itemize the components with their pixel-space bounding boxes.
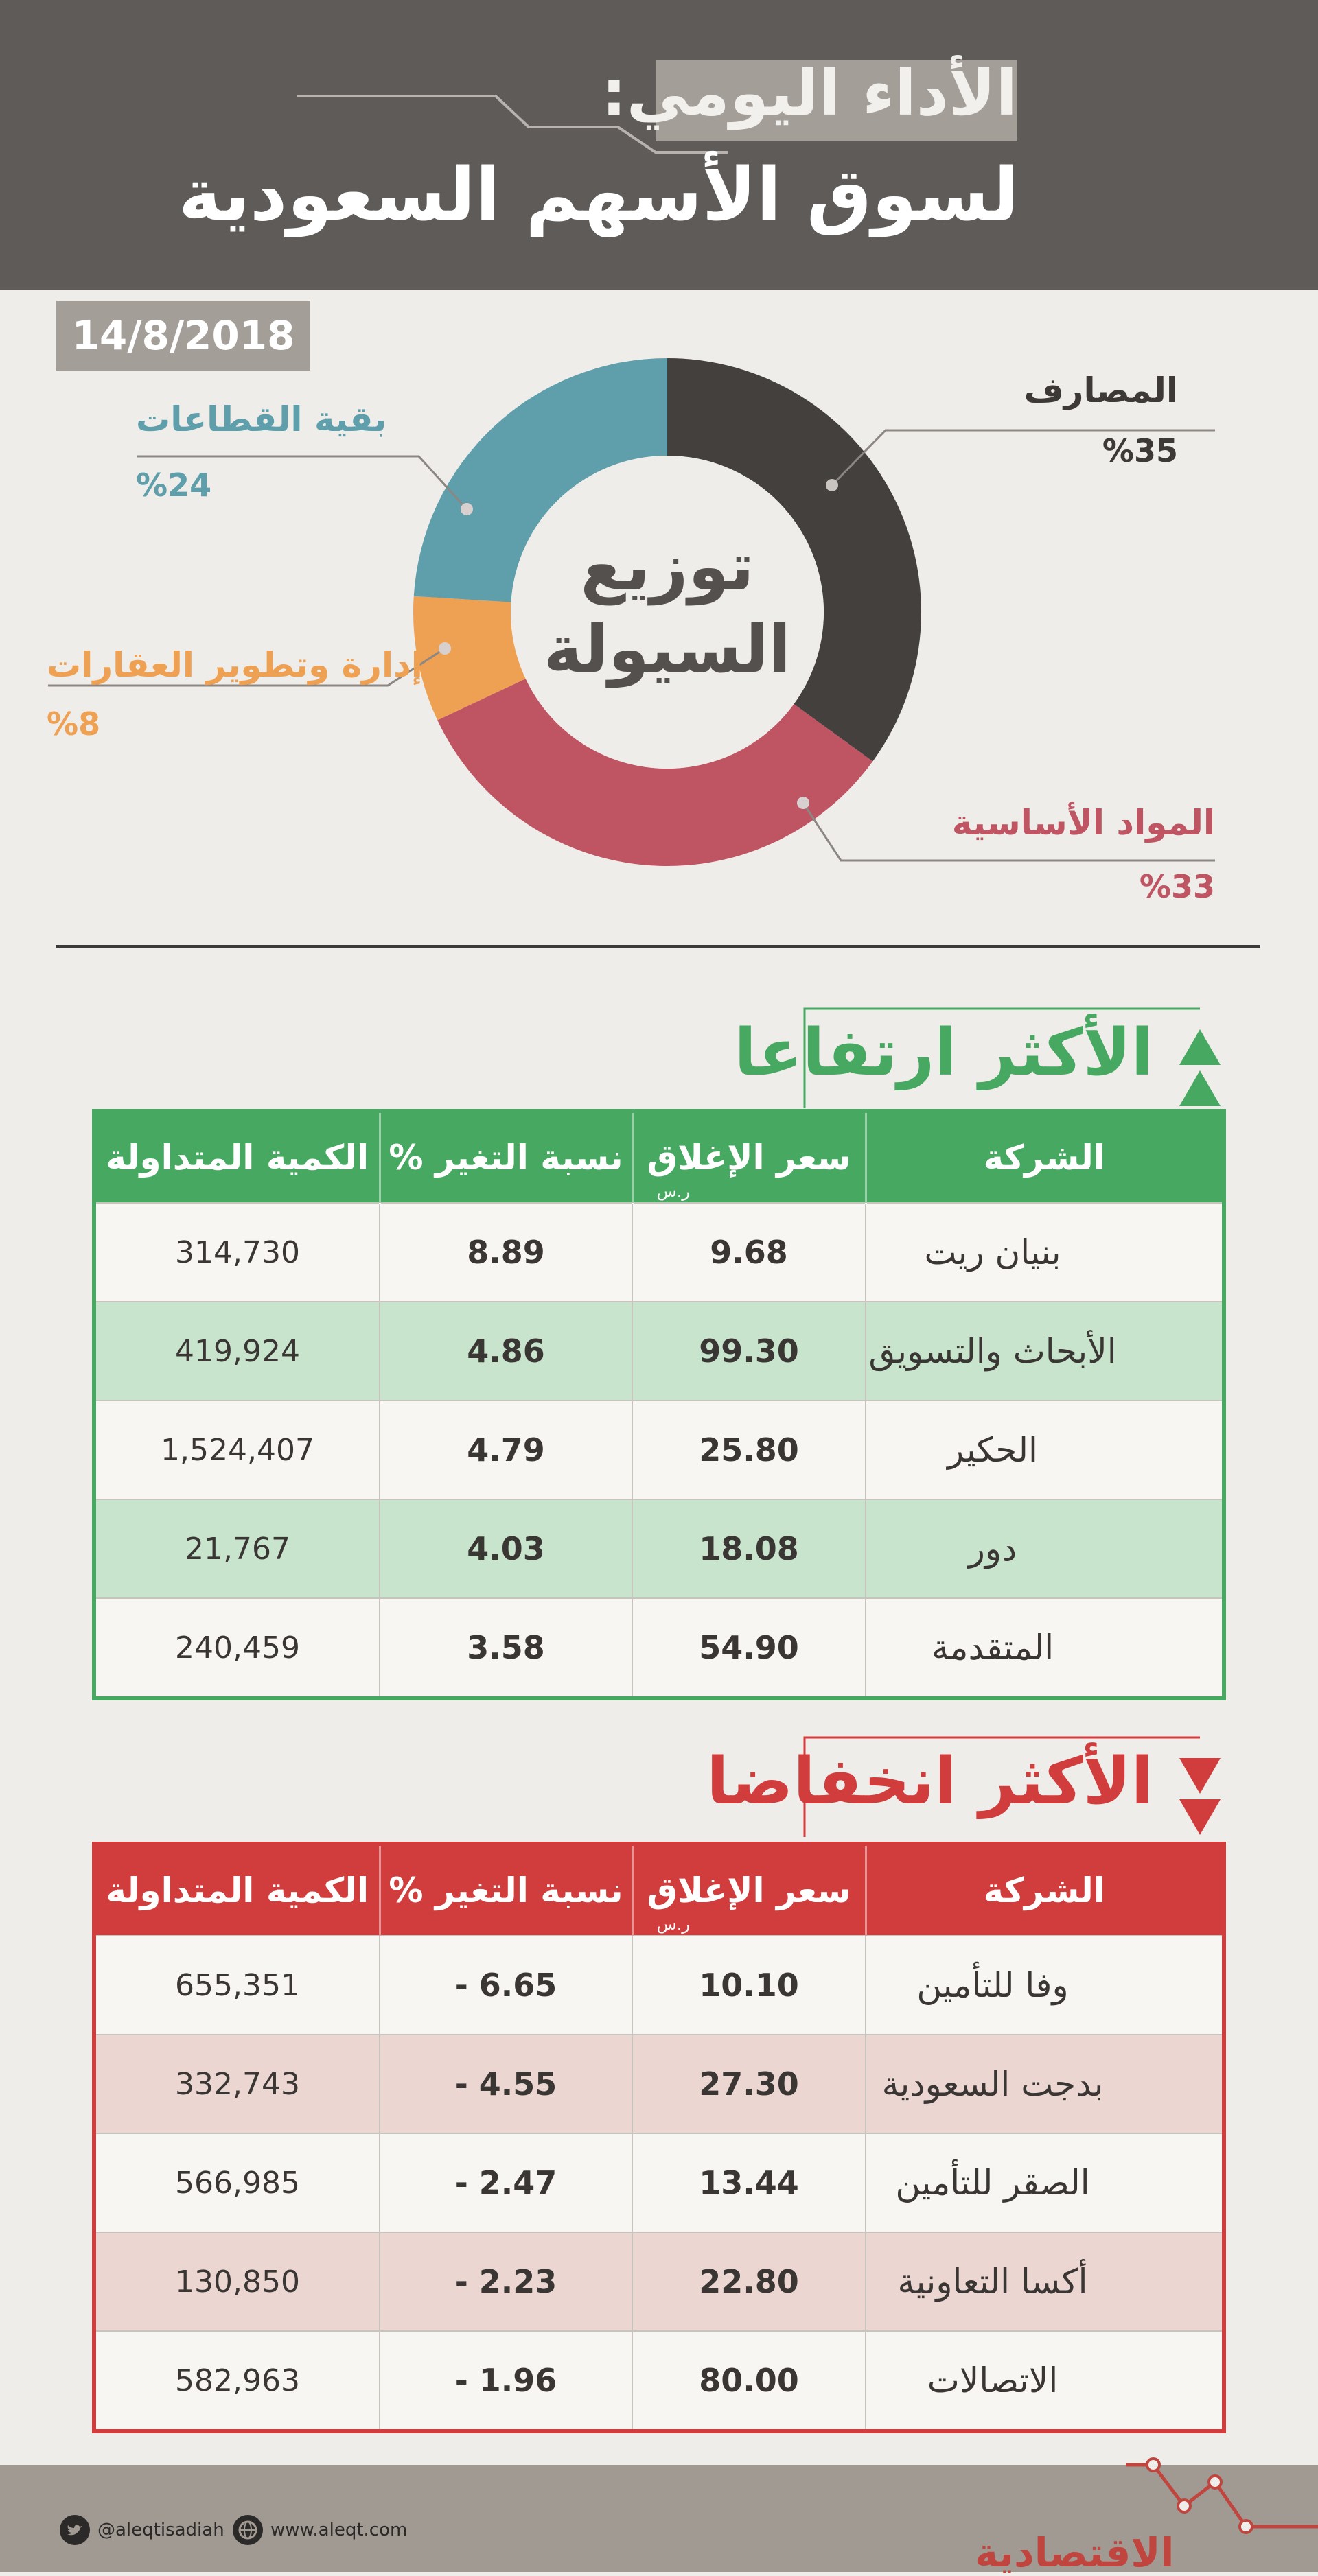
down-arrow-icon <box>1179 1758 1221 1794</box>
report-date: 14/8/2018 <box>71 312 295 359</box>
cell-volume: 332,743 <box>94 2035 380 2133</box>
cell-company: الاتصالات <box>866 2331 1224 2431</box>
cell-company: بدجت السعودية <box>866 2035 1224 2133</box>
cell-change: 6.65 - <box>380 1936 632 2035</box>
cell-company: المتقدمة <box>866 1598 1224 1698</box>
cell-change: 2.47 - <box>380 2133 632 2232</box>
cell-change: 4.03 <box>380 1499 632 1598</box>
cell-close: 80.00 <box>632 2331 866 2431</box>
cell-close: 13.44 <box>632 2133 866 2232</box>
table-row <box>94 2133 1224 2232</box>
slice-value-banks: %35 <box>1102 432 1178 469</box>
cell-company: بنيان ريت <box>866 1203 1224 1302</box>
col-close <box>632 1111 866 1203</box>
gainers-table <box>92 1109 1226 1700</box>
cell-company: دور <box>866 1499 1224 1598</box>
table-row <box>94 2331 1224 2431</box>
cell-close: 10.10 <box>632 1936 866 2035</box>
leader-dot-banks <box>826 479 838 491</box>
cell-close: 9.68 <box>632 1203 866 1302</box>
slice-label-realestate: إدارة وتطوير العقارات <box>47 645 423 685</box>
table-header-row <box>94 1844 1224 1936</box>
col-change: نسبة التغير % <box>380 1844 632 1936</box>
twitter-handle[interactable]: @aleqtisadiah <box>97 2520 224 2540</box>
website-link[interactable]: www.aleqt.com <box>270 2520 408 2540</box>
down-arrow-icon-2 <box>1179 1799 1221 1835</box>
section-divider <box>56 945 1260 948</box>
col-company: الشركة <box>866 1111 1224 1203</box>
cell-company: الصقر للتأمين <box>866 2133 1224 2232</box>
page-title: لسوق الأسهم السعودية <box>178 152 1019 237</box>
table-row <box>94 1499 1224 1598</box>
cell-change: 3.58 <box>380 1598 632 1698</box>
cell-change: 8.89 <box>380 1203 632 1302</box>
slice-label-materials: المواد الأساسية <box>951 803 1215 843</box>
cell-company: الأبحاث والتسويق <box>866 1302 1224 1401</box>
cell-volume: 566,985 <box>94 2133 380 2232</box>
cell-change: 4.79 <box>380 1401 632 1499</box>
cell-volume: 1,524,407 <box>94 1401 380 1499</box>
table-header-row <box>94 1111 1224 1203</box>
cell-company: وفا للتأمين <box>866 1936 1224 2035</box>
col-close-label: سعر الإغلاق <box>647 1871 851 1910</box>
header-leader-line <box>0 0 1318 290</box>
table-row <box>94 2232 1224 2331</box>
col-volume: الكمية المتداولة <box>94 1844 380 1936</box>
cell-change: 1.96 - <box>380 2331 632 2431</box>
cell-volume: 655,351 <box>94 1936 380 2035</box>
up-arrow-icon-2 <box>1179 1070 1221 1106</box>
col-close-label: سعر الإغلاق <box>647 1138 851 1178</box>
slice-value-others: %24 <box>136 467 212 504</box>
cell-close: 22.80 <box>632 2232 866 2331</box>
col-company: الشركة <box>866 1844 1224 1936</box>
chart-title-line2: السيولة <box>543 611 791 688</box>
cell-close: 54.90 <box>632 1598 866 1698</box>
chart-title-line1: توزيع <box>580 528 754 605</box>
slice-value-materials: %33 <box>1139 868 1215 905</box>
cell-volume: 130,850 <box>94 2232 380 2331</box>
cell-close: 25.80 <box>632 1401 866 1499</box>
twitter-icon <box>59 2514 91 2546</box>
cell-change: 4.55 - <box>380 2035 632 2133</box>
leader-dot-realestate <box>439 642 451 655</box>
gainers-title: الأكثر ارتفاعا <box>734 1016 1153 1090</box>
cell-change: 4.86 <box>380 1302 632 1401</box>
cell-volume: 582,963 <box>94 2331 380 2431</box>
table-row <box>94 2035 1224 2133</box>
cell-volume: 240,459 <box>94 1598 380 1698</box>
losers-table <box>92 1842 1226 2433</box>
slice-label-others: بقية القطاعات <box>136 399 387 439</box>
cell-close: 27.30 <box>632 2035 866 2133</box>
slice-label-banks: المصارف <box>1024 371 1178 410</box>
slice-value-realestate: %8 <box>47 705 101 742</box>
leader-dot-materials <box>797 797 809 809</box>
cell-volume: 419,924 <box>94 1302 380 1401</box>
cell-volume: 314,730 <box>94 1203 380 1302</box>
table-row <box>94 1302 1224 1401</box>
table-row <box>94 1401 1224 1499</box>
cell-close: 99.30 <box>632 1302 866 1401</box>
losers-title: الأكثر انخفاضا <box>706 1744 1153 1819</box>
globe-icon <box>232 2514 264 2546</box>
cell-company: الحكير <box>866 1401 1224 1499</box>
cell-close: 18.08 <box>632 1499 866 1598</box>
currency-unit: ر.س <box>656 1915 690 1934</box>
table-row <box>94 1598 1224 1698</box>
col-close <box>632 1844 866 1936</box>
col-volume: الكمية المتداولة <box>94 1111 380 1203</box>
cell-company: أكسا التعاونية <box>866 2232 1224 2331</box>
footer-logo: الاقتصادية <box>975 2529 1175 2576</box>
cell-change: 2.23 - <box>380 2232 632 2331</box>
currency-unit: ر.س <box>656 1182 690 1201</box>
table-row <box>94 1936 1224 2035</box>
leader-dot-others <box>461 503 473 515</box>
cell-volume: 21,767 <box>94 1499 380 1598</box>
up-arrow-icon <box>1179 1029 1221 1065</box>
table-row <box>94 1203 1224 1302</box>
header-kicker: الأداء اليومي: <box>601 56 1017 130</box>
col-change: نسبة التغير % <box>380 1111 632 1203</box>
